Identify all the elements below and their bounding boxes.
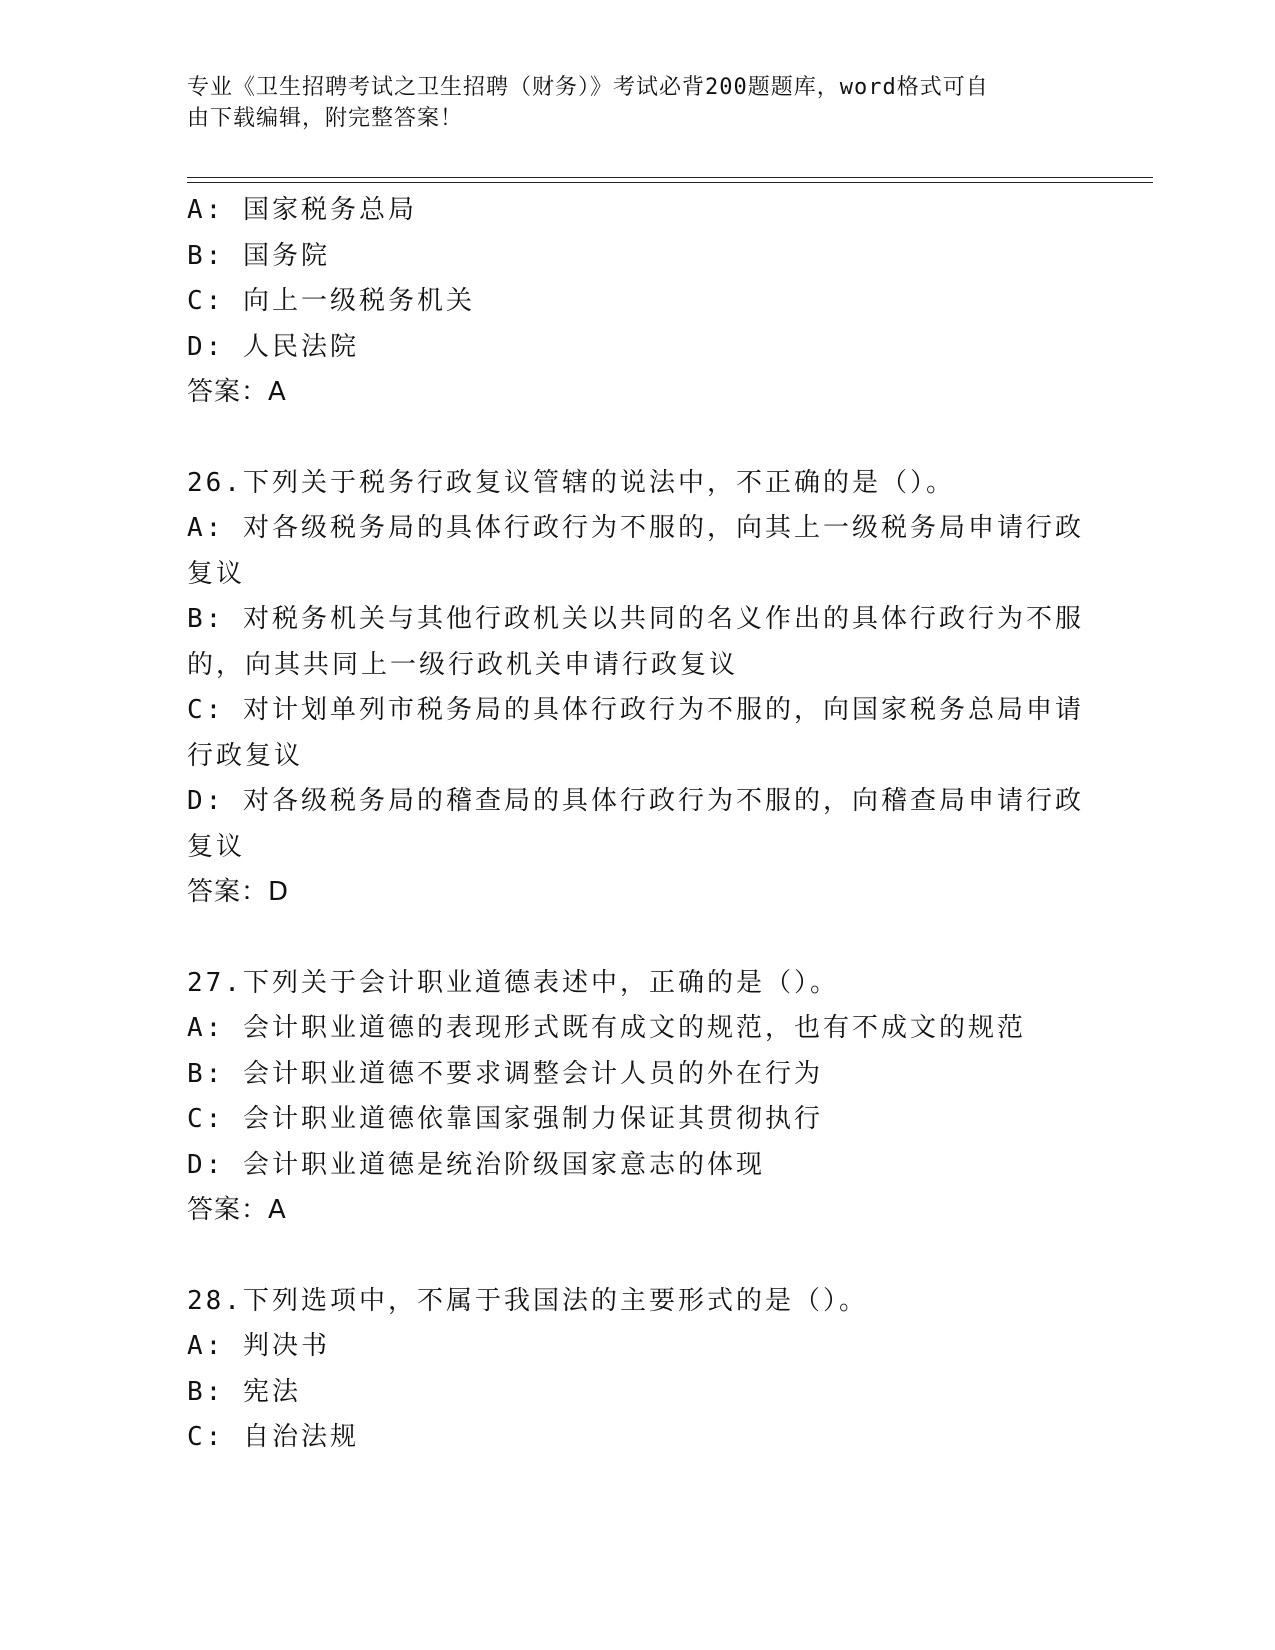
option-b: B: 对税务机关与其他行政机关以共同的名义作出的具体行政行为不服 <box>187 604 1084 634</box>
question-text: 26.下列关于税务行政复议管辖的说法中，不正确的是（）。 <box>187 467 955 498</box>
answer: 答案：A <box>187 377 287 407</box>
option-b: B: 国务院 <box>187 240 330 271</box>
header-line-2: 由下载编辑，附完整答案！ <box>187 106 464 131</box>
option-a: A: 会计职业道德的表现形式既有成文的规范，也有不成文的规范 <box>187 1013 1026 1043</box>
option-d: D: 会计职业道德是统治阶级国家意志的体现 <box>187 1149 765 1180</box>
spacer <box>187 1234 1087 1279</box>
question-text: 28.下列选项中，不属于我国法的主要形式的是（）。 <box>187 1285 868 1316</box>
question-text: 27.下列关于会计职业道德表述中，正确的是（）。 <box>187 967 839 998</box>
option-a: A: 对各级税务局的具体行政行为不服的，向其上一级税务局申请行政 <box>187 513 1084 543</box>
spacer <box>187 416 1087 461</box>
option-c: C: 自治法规 <box>187 1422 359 1452</box>
question-28 <box>187 1279 1087 1461</box>
answer: 答案：A <box>187 1195 287 1225</box>
document-header <box>187 72 1067 134</box>
option-a: A: 国家税务总局 <box>187 195 417 225</box>
option-d: D: 人民法院 <box>187 331 359 362</box>
option-c: C: 向上一级税务机关 <box>187 286 475 316</box>
spacer <box>187 916 1087 961</box>
option-c: C: 会计职业道德依靠国家强制力保证其贯彻执行 <box>187 1104 823 1134</box>
option-b: B: 宪法 <box>187 1376 301 1407</box>
option-b: B: 会计职业道德不要求调整会计人员的外在行为 <box>187 1058 823 1089</box>
option-c-continued: 行政复议 <box>187 740 304 771</box>
question-list <box>187 188 1087 1461</box>
header-rule-top <box>187 177 1153 178</box>
answer: 答案：D <box>187 877 290 907</box>
header-line-1: 专业《卫生招聘考试之卫生招聘（财务）》考试必背200题题库，word格式可自 <box>187 75 989 100</box>
option-a-continued: 复议 <box>187 558 246 589</box>
question-27 <box>187 961 1087 1234</box>
question-26 <box>187 461 1087 916</box>
option-d: D: 对各级税务局的稽查局的具体行政行为不服的，向稽查局申请行政 <box>187 786 1084 816</box>
option-c: C: 对计划单列市税务局的具体行政行为不服的，向国家税务总局申请 <box>187 695 1084 725</box>
question-25 <box>187 188 1087 416</box>
header-rule-bottom <box>187 182 1153 183</box>
option-d-continued: 复议 <box>187 831 246 862</box>
option-b-continued: 的，向其共同上一级行政机关申请行政复议 <box>187 649 739 680</box>
option-a: A: 判决书 <box>187 1331 330 1361</box>
